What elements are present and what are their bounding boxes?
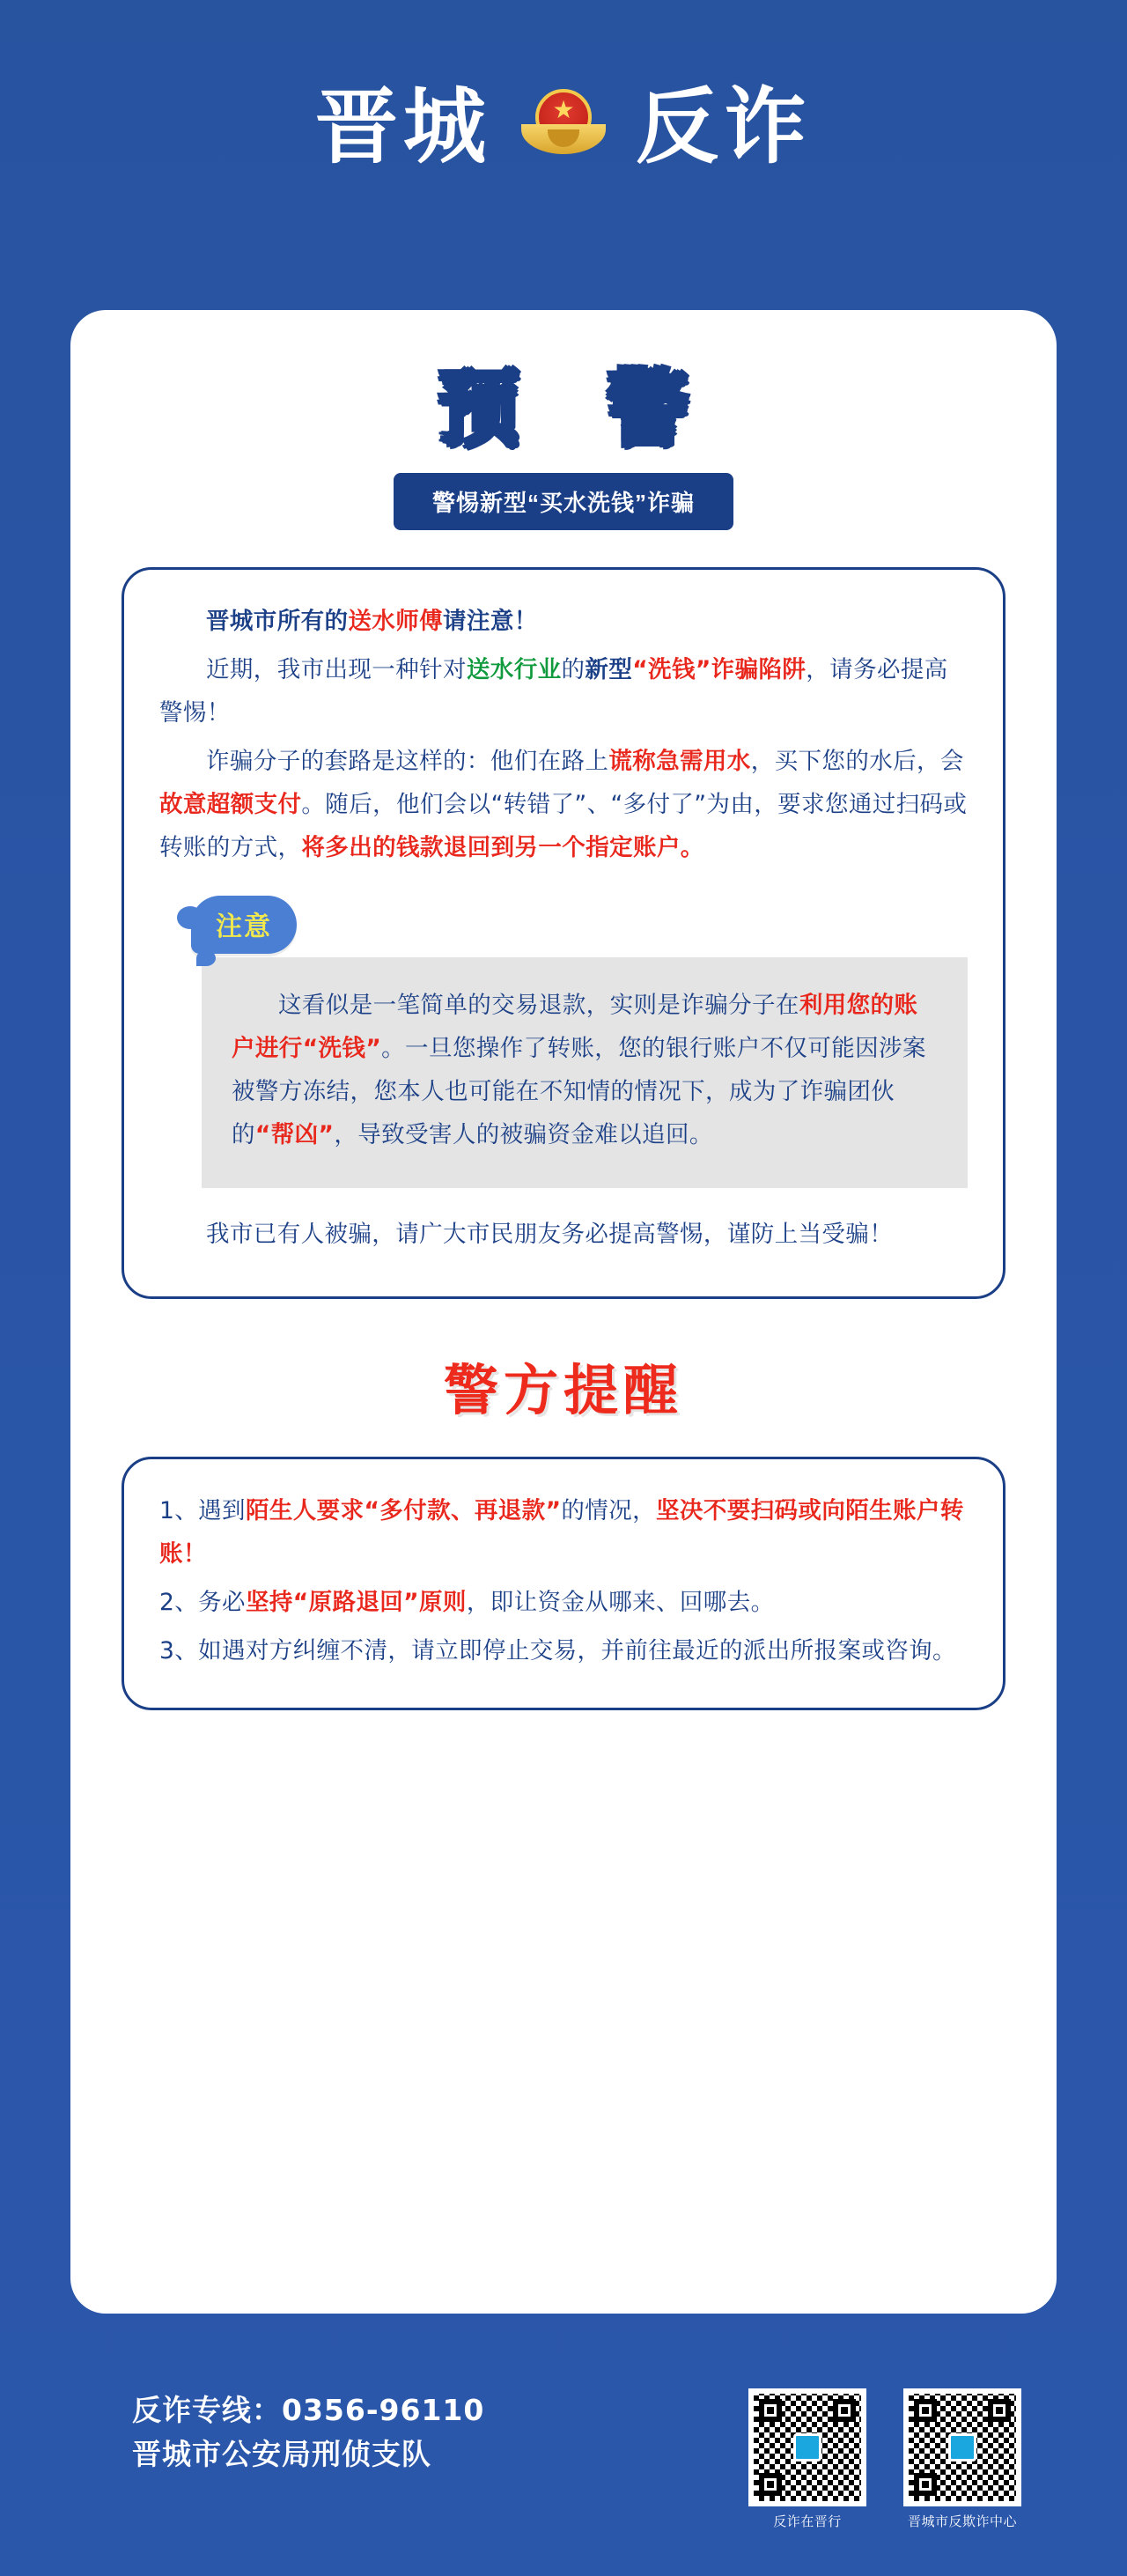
warning-text-box [122, 567, 1005, 1299]
qr-item-1[interactable] [748, 2388, 866, 2530]
emblem-wings [521, 124, 606, 154]
paragraph-3 [159, 740, 968, 869]
t2-seg1: 2、务必 [159, 1589, 246, 1617]
poster-header [0, 0, 1127, 175]
police-emblem-icon [521, 87, 606, 168]
t1-seg3: 的情况， [561, 1497, 657, 1525]
qr-eye-bottom-left [759, 2473, 782, 2496]
qr-item-2[interactable] [903, 2388, 1021, 2530]
p2-seg3: 的 [561, 656, 586, 684]
footer-contact [132, 2388, 484, 2476]
tip-item-2 [159, 1581, 968, 1624]
qr-code-group [748, 2388, 1021, 2530]
p3-seg4: 故意超额支付 [159, 791, 302, 819]
qr-eye-top-right [988, 2399, 1011, 2422]
hotline-text: 反诈专线：0356-96110 [132, 2393, 485, 2427]
header-title-left: 晋城 [314, 79, 491, 175]
t1-seg2: 陌生人要求“多付款、再退款” [245, 1497, 562, 1525]
poster-footer [0, 2360, 1127, 2576]
gp-seg3: 。一旦您操作了转账，您的银行账户不仅可能因涉案被警方冻结，您本人也可能在不知情的情况下，成为了诈骗团伙的 [232, 1035, 926, 1149]
p3-seg1: 诈骗分子的套路是这样的：他们在路上 [206, 748, 609, 776]
t2-seg2: 坚持“原路退回”原则 [245, 1589, 467, 1617]
p1-seg1: 晋城市所有的 [206, 608, 349, 636]
highlight-block [202, 957, 968, 1188]
reminder-heading: 警方提醒 [443, 1358, 683, 1423]
tip-item-3 [159, 1629, 968, 1672]
tips-box [122, 1457, 1005, 1710]
header-title-right: 反诈 [636, 79, 813, 175]
p2-seg2: 送水行业 [466, 656, 562, 684]
closing-paragraph: 我市已有人被骗，请广大市民朋友务必提高警惕，谨防上当受骗！ [206, 1221, 894, 1249]
gp-seg1: 这看似是一笔简单的交易退款，实则是诈骗分子在 [278, 992, 799, 1020]
qr-caption-2: 晋城市反欺诈中心 [907, 2514, 1017, 2529]
p1-seg2: 送水师傅 [348, 608, 444, 636]
p3-seg6: 将多出的钱款退回到另一个指定账户。 [301, 834, 704, 862]
t3-seg1: 3、如遇对方纠缠不清，请立即停止交易，并前往最近的派出所报案或咨询。 [159, 1637, 956, 1665]
subtitle-banner: 警惕新型“买水洗钱”诈骗 [394, 473, 733, 530]
paragraph-2 [159, 648, 968, 734]
qr-eye-top-left [759, 2399, 782, 2422]
t1-seg1: 1、遇到 [159, 1497, 246, 1525]
qr-caption-1: 反诈在晋行 [773, 2514, 842, 2529]
t1-seg4: 坚决不要扫码或向陌生账户转账！ [159, 1497, 964, 1568]
gp-seg2: 利用您的账户进行“洗钱” [232, 992, 918, 1063]
qr-eye-bottom-left [914, 2473, 937, 2496]
qr-eye-top-right [833, 2399, 856, 2422]
qr-code-icon[interactable] [903, 2388, 1021, 2506]
qr-center-logo [793, 2433, 821, 2462]
tip-item-1 [159, 1489, 968, 1576]
qr-center-logo [948, 2433, 976, 2462]
p3-seg5: 。随后，他们会以“转错了”、“多付了”为由，要求您通过扫码或转账的方式， [159, 791, 968, 862]
gp-seg4: “帮凶” [254, 1121, 335, 1149]
qr-code-icon[interactable] [748, 2388, 866, 2506]
p3-seg3: ，买下您的水后，会 [750, 748, 964, 776]
paragraph-1 [159, 600, 968, 643]
subtitle-container [70, 473, 1057, 530]
page-title: 预警 [438, 362, 777, 456]
p2-seg4: 新型 [585, 656, 633, 684]
p2-seg5: “洗钱”诈骗陷阱 [632, 656, 807, 684]
gp-seg5: ，导致受害人的被骗资金难以追回。 [334, 1121, 713, 1149]
p2-seg6: ，请务必提高警惕！ [159, 656, 948, 727]
attention-badge: 注意 [191, 896, 297, 954]
p2-seg1: 近期，我市出现一种针对 [206, 656, 467, 684]
qr-eye-top-left [914, 2399, 937, 2422]
p3-seg2: 谎称急需用水 [608, 748, 751, 776]
attention-bubble-row [159, 896, 968, 948]
gray-paragraph [232, 984, 938, 1156]
p1-seg3: 请注意！ [443, 608, 538, 636]
issuing-unit-text: 晋城市公安局刑侦支队 [132, 2436, 431, 2471]
t2-seg3: ，即让资金从哪来、回哪去。 [466, 1589, 775, 1617]
main-card [70, 310, 1057, 2314]
